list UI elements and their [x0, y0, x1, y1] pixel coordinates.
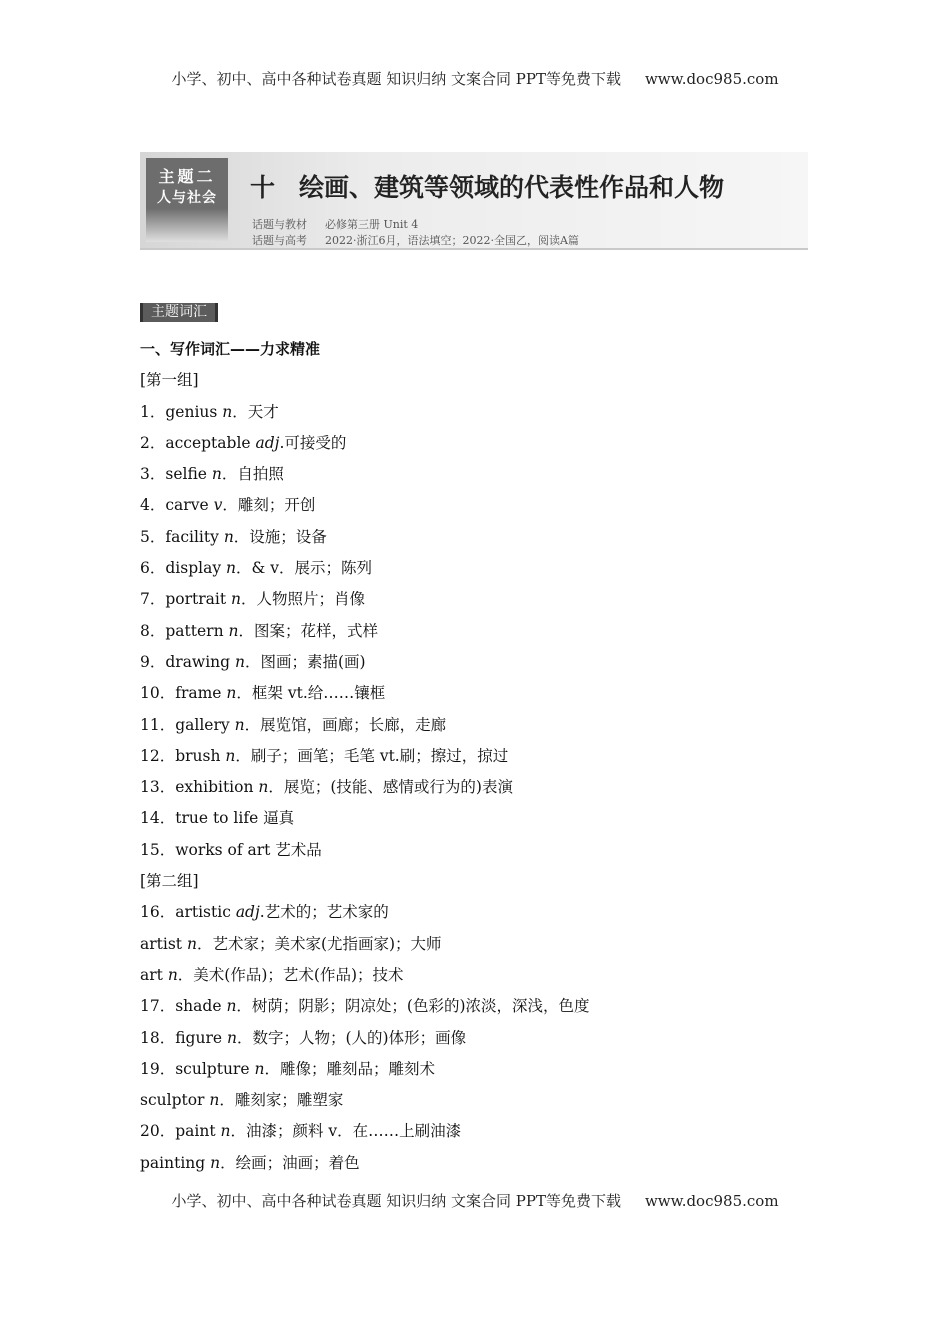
item-pre: 14．true to life 逼真 — [140, 809, 295, 828]
item-pos: n — [228, 621, 239, 640]
item-pos: n — [210, 1153, 221, 1172]
item-pre: 5．facility — [140, 527, 224, 546]
meta1-value: 必修第三册 Unit 4 — [325, 218, 419, 231]
list-item — [140, 463, 840, 494]
page-title — [250, 168, 724, 204]
item-pos: n — [222, 402, 233, 421]
item-pos: n — [186, 934, 197, 953]
topic-banner — [140, 152, 808, 250]
section-heading — [140, 338, 840, 369]
meta1-key: 话题与教材 — [252, 218, 307, 231]
item-pre: 9．drawing — [140, 652, 235, 671]
list-item — [140, 1058, 840, 1089]
badge-line2: 人与社会 — [157, 190, 217, 206]
list-item — [140, 964, 840, 995]
item-pre: 6．display — [140, 559, 226, 578]
item-pre: painting — [140, 1153, 211, 1172]
item-pos: n — [234, 715, 245, 734]
list-item — [140, 714, 840, 745]
list-item — [140, 995, 840, 1026]
item-pos: n — [226, 997, 237, 1016]
item-post: ．框架 vt.给……镶框 — [236, 684, 386, 703]
item-pre: 20．paint — [140, 1122, 221, 1141]
item-pos: n — [167, 965, 178, 984]
item-pos: n — [220, 1122, 231, 1141]
section-tag: 主题词汇 — [140, 303, 218, 322]
item-post: ．油漆；颜料 v．在……上刷油漆 — [230, 1122, 462, 1141]
footer-text: 小学、初中、高中各种试卷真题 知识归纳 文案合同 PPT等免费下载 — [171, 1192, 621, 1210]
item-pos: n — [223, 527, 234, 546]
item-post: ．自拍照 — [221, 465, 284, 484]
item-pre: 13．exhibition — [140, 778, 259, 797]
item-post: ．天才 — [232, 402, 279, 421]
item-post: .可接受的 — [279, 433, 347, 452]
list-item — [140, 651, 840, 682]
item-post: ．雕刻；开创 — [222, 496, 316, 515]
item-pre: 8．pattern — [140, 621, 229, 640]
item-pre: 1．genius — [140, 402, 223, 421]
item-post: ．数字；人物；(人的)体形；画像 — [236, 1028, 467, 1047]
title-text: 绘画、建筑等领域的代表性作品和人物 — [299, 173, 725, 202]
item-post: ．刷子；画笔；毛笔 vt.刷；擦过，掠过 — [235, 746, 509, 765]
item-post: ．设施；设备 — [233, 527, 327, 546]
item-post: ．人物照片；肖像 — [241, 590, 366, 609]
page-header — [0, 68, 950, 89]
list-item — [140, 839, 840, 870]
footer-url: www.doc985.com — [644, 1192, 779, 1210]
item-pre: 18．figure — [140, 1028, 227, 1047]
list-item — [140, 1027, 840, 1058]
item-post: ．树荫；阴影；阴凉处；(色彩的)浓淡，深浅，色度 — [236, 997, 590, 1016]
badge-line1: 主题二 — [158, 167, 216, 186]
list-item — [140, 1152, 840, 1183]
list-item — [140, 682, 840, 713]
item-pre: [第二组] — [140, 872, 199, 891]
list-item — [140, 933, 840, 964]
item-post: ．雕像；雕刻品；雕刻术 — [264, 1059, 435, 1078]
item-pre: 2．acceptable — [140, 433, 256, 452]
page-footer — [0, 1190, 950, 1211]
item-post: ．& v．展示；陈列 — [235, 559, 372, 578]
item-pre: 10．frame — [140, 684, 227, 703]
item-pre: sculptor — [140, 1091, 210, 1110]
list-item — [140, 620, 840, 651]
list-item — [140, 901, 840, 932]
item-pre: 15．works of art 艺术品 — [140, 840, 322, 859]
list-item — [140, 557, 840, 588]
item-pre: 16．artistic — [140, 903, 236, 922]
meta-exam — [252, 232, 579, 248]
item-pos: v — [213, 496, 223, 515]
list-item — [140, 432, 840, 463]
list-item — [140, 807, 840, 838]
item-pos: n — [258, 778, 269, 797]
list-item — [140, 745, 840, 776]
item-pos: n — [254, 1059, 265, 1078]
item-pos: adj — [255, 433, 280, 452]
list-item — [140, 494, 840, 525]
item-pos: n — [211, 465, 222, 484]
item-pre: artist — [140, 934, 187, 953]
vocabulary-list — [140, 338, 840, 1183]
item-post: ．展览馆，画廊；长廊，走廊 — [244, 715, 447, 734]
item-pos: n — [226, 559, 236, 578]
list-item — [140, 401, 840, 432]
item-pre: 3．selfie — [140, 465, 212, 484]
item-pre: 7．portrait — [140, 590, 232, 609]
item-pre: art — [140, 965, 168, 984]
item-post: ．展览；(技能、感情或行为的)表演 — [268, 778, 513, 797]
item-pos: n — [226, 1028, 237, 1047]
item-post: ．图画；素描(画) — [244, 652, 366, 671]
item-pre: 19．sculpture — [140, 1059, 255, 1078]
theme-badge — [146, 158, 228, 242]
list-item — [140, 1120, 840, 1151]
item-pos: n — [209, 1091, 220, 1110]
item-pos: n — [235, 652, 245, 671]
item-post: ．雕刻家；雕塑家 — [219, 1091, 344, 1110]
item-pos: n — [231, 590, 242, 609]
item-post: ．艺术家；美术家(尤指画家)；大师 — [196, 934, 442, 953]
item-pos: n — [225, 746, 236, 765]
item-pos: adj — [235, 903, 260, 922]
item-pre: 17．shade — [140, 997, 227, 1016]
item-pre: 一、写作词汇——力求精准 — [140, 340, 321, 358]
list-item — [140, 870, 840, 901]
item-post: ．图案；花样，式样 — [238, 621, 378, 640]
item-pre: 12．brush — [140, 746, 226, 765]
meta2-key: 话题与高考 — [252, 234, 307, 247]
item-post: .艺术的；艺术家的 — [259, 903, 389, 922]
list-item — [140, 526, 840, 557]
item-pre: [第一组] — [140, 371, 199, 390]
item-post: ．绘画；油画；着色 — [220, 1153, 360, 1172]
list-item — [140, 369, 840, 400]
list-item — [140, 1089, 840, 1120]
list-item — [140, 588, 840, 619]
meta2-value: 2022·浙江6月，语法填空；2022·全国乙，阅读A篇 — [325, 234, 579, 247]
unit-number: 十 — [250, 173, 276, 202]
header-text: 小学、初中、高中各种试卷真题 知识归纳 文案合同 PPT等免费下载 — [171, 70, 621, 88]
meta-textbook — [252, 216, 418, 232]
header-url: www.doc985.com — [644, 70, 779, 88]
list-item — [140, 776, 840, 807]
item-pre: 11．gallery — [140, 715, 235, 734]
item-pos: n — [226, 684, 237, 703]
item-pre: 4．carve — [140, 496, 214, 515]
item-post: ．美术(作品)；艺术(作品)；技术 — [177, 965, 404, 984]
